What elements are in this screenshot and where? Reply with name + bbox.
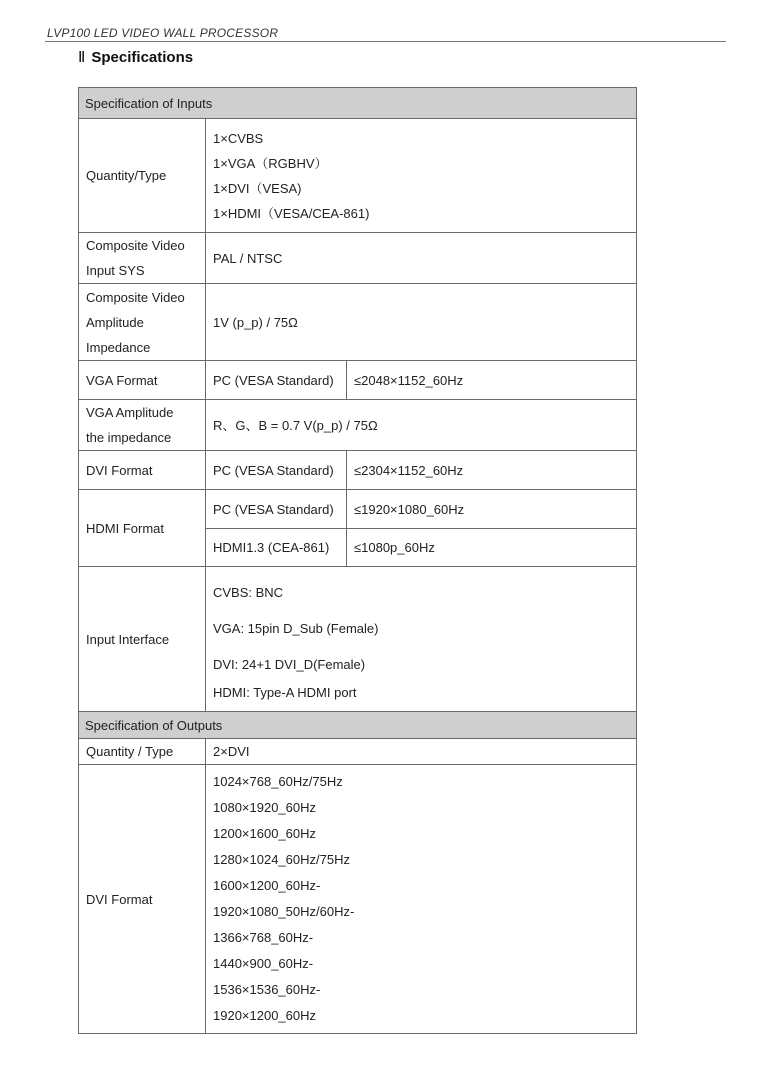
output-quantity-label: Quantity / Type <box>79 739 206 765</box>
composite-sys-value: PAL / NTSC <box>206 233 637 284</box>
list-item: 1920×1080_50Hz/60Hz- <box>213 904 355 919</box>
list-item: 1080×1920_60Hz <box>213 800 317 815</box>
quantity-type-label: Quantity/Type <box>79 119 206 233</box>
dvi-format-value: ≤2304×1152_60Hz <box>347 451 637 490</box>
list-item: 1536×1536_60Hz- <box>213 982 321 997</box>
list-item: 1200×1600_60Hz <box>213 826 317 841</box>
list-item: HDMI: Type-A HDMI port <box>213 685 357 700</box>
composite-amp-label <box>79 284 206 361</box>
list-item: 1280×1024_60Hz/75Hz <box>213 852 350 867</box>
dvi-format-label: DVI Format <box>79 451 206 490</box>
outputs-heading: Specification of Outputs <box>79 712 637 739</box>
vga-amp-value: R、G、B = 0.7 V(p_p) / 75Ω <box>206 400 637 451</box>
list-item: 1×DVI（VESA) <box>213 180 302 196</box>
vga-amp-label <box>79 400 206 451</box>
table-row <box>79 451 637 490</box>
list-item: 1600×1200_60Hz- <box>213 878 321 893</box>
label-line: Composite Video <box>86 238 185 253</box>
output-dvi-format-label: DVI Format <box>79 765 206 1034</box>
table-row <box>79 284 637 361</box>
hdmi-format-label: HDMI Format <box>79 490 206 567</box>
list-item: DVI: 24+1 DVI_D(Female) <box>213 657 366 672</box>
list-item: 1366×768_60Hz- <box>213 930 314 945</box>
output-quantity-value: 2×DVI <box>206 739 637 765</box>
label-line: Input SYS <box>86 263 145 278</box>
label-line: Amplitude <box>86 314 144 330</box>
section-title <box>78 48 193 67</box>
header-divider <box>45 41 726 42</box>
page-header-title: LVP100 LED VIDEO WALL PROCESSOR <box>47 26 279 40</box>
list-item: CVBS: BNC <box>213 585 284 600</box>
list-item: 1440×900_60Hz- <box>213 956 314 971</box>
vga-format-value: ≤2048×1152_60Hz <box>347 361 637 400</box>
table-row <box>79 567 637 712</box>
input-interface-label: Input Interface <box>79 567 206 712</box>
hdmi-format-standard: HDMI1.3 (CEA-861) <box>206 529 347 567</box>
section-title-text: Specifications <box>91 49 194 66</box>
output-dvi-format-values <box>206 765 637 1034</box>
outputs-heading-row <box>79 712 637 739</box>
section-number: Ⅱ <box>78 50 86 66</box>
hdmi-format-value: ≤1920×1080_60Hz <box>347 490 637 529</box>
inputs-heading-row <box>79 88 637 119</box>
list-item: 1920×1200_60Hz <box>213 1008 317 1023</box>
list-item: VGA: 15pin D_Sub (Female) <box>213 621 379 636</box>
composite-amp-value: 1V (p_p) / 75Ω <box>206 284 637 361</box>
table-row <box>79 765 637 1034</box>
vga-format-standard: PC (VESA Standard) <box>206 361 347 400</box>
table-row <box>79 233 637 284</box>
quantity-type-values <box>206 119 637 233</box>
input-interface-values <box>206 567 637 712</box>
table-row <box>79 119 637 233</box>
list-item: 1024×768_60Hz/75Hz <box>213 774 343 789</box>
hdmi-format-value: ≤1080p_60Hz <box>347 529 637 567</box>
list-item: 1×VGA（RGBHV） <box>213 155 328 171</box>
specifications-table <box>78 87 637 1034</box>
dvi-format-standard: PC (VESA Standard) <box>206 451 347 490</box>
table-row <box>79 361 637 400</box>
label-line: VGA Amplitude <box>86 405 174 420</box>
list-item: 1×CVBS <box>213 130 264 146</box>
composite-sys-label <box>79 233 206 284</box>
hdmi-format-standard: PC (VESA Standard) <box>206 490 347 529</box>
table-row <box>79 400 637 451</box>
list-item: 1×HDMI（VESA/CEA-861) <box>213 205 370 221</box>
vga-format-label: VGA Format <box>79 361 206 400</box>
table-row <box>79 490 637 529</box>
label-line: Composite Video <box>86 289 185 305</box>
table-row <box>79 739 637 765</box>
inputs-heading: Specification of Inputs <box>79 88 637 119</box>
label-line: Impedance <box>86 339 151 355</box>
label-line: the impedance <box>86 430 172 445</box>
